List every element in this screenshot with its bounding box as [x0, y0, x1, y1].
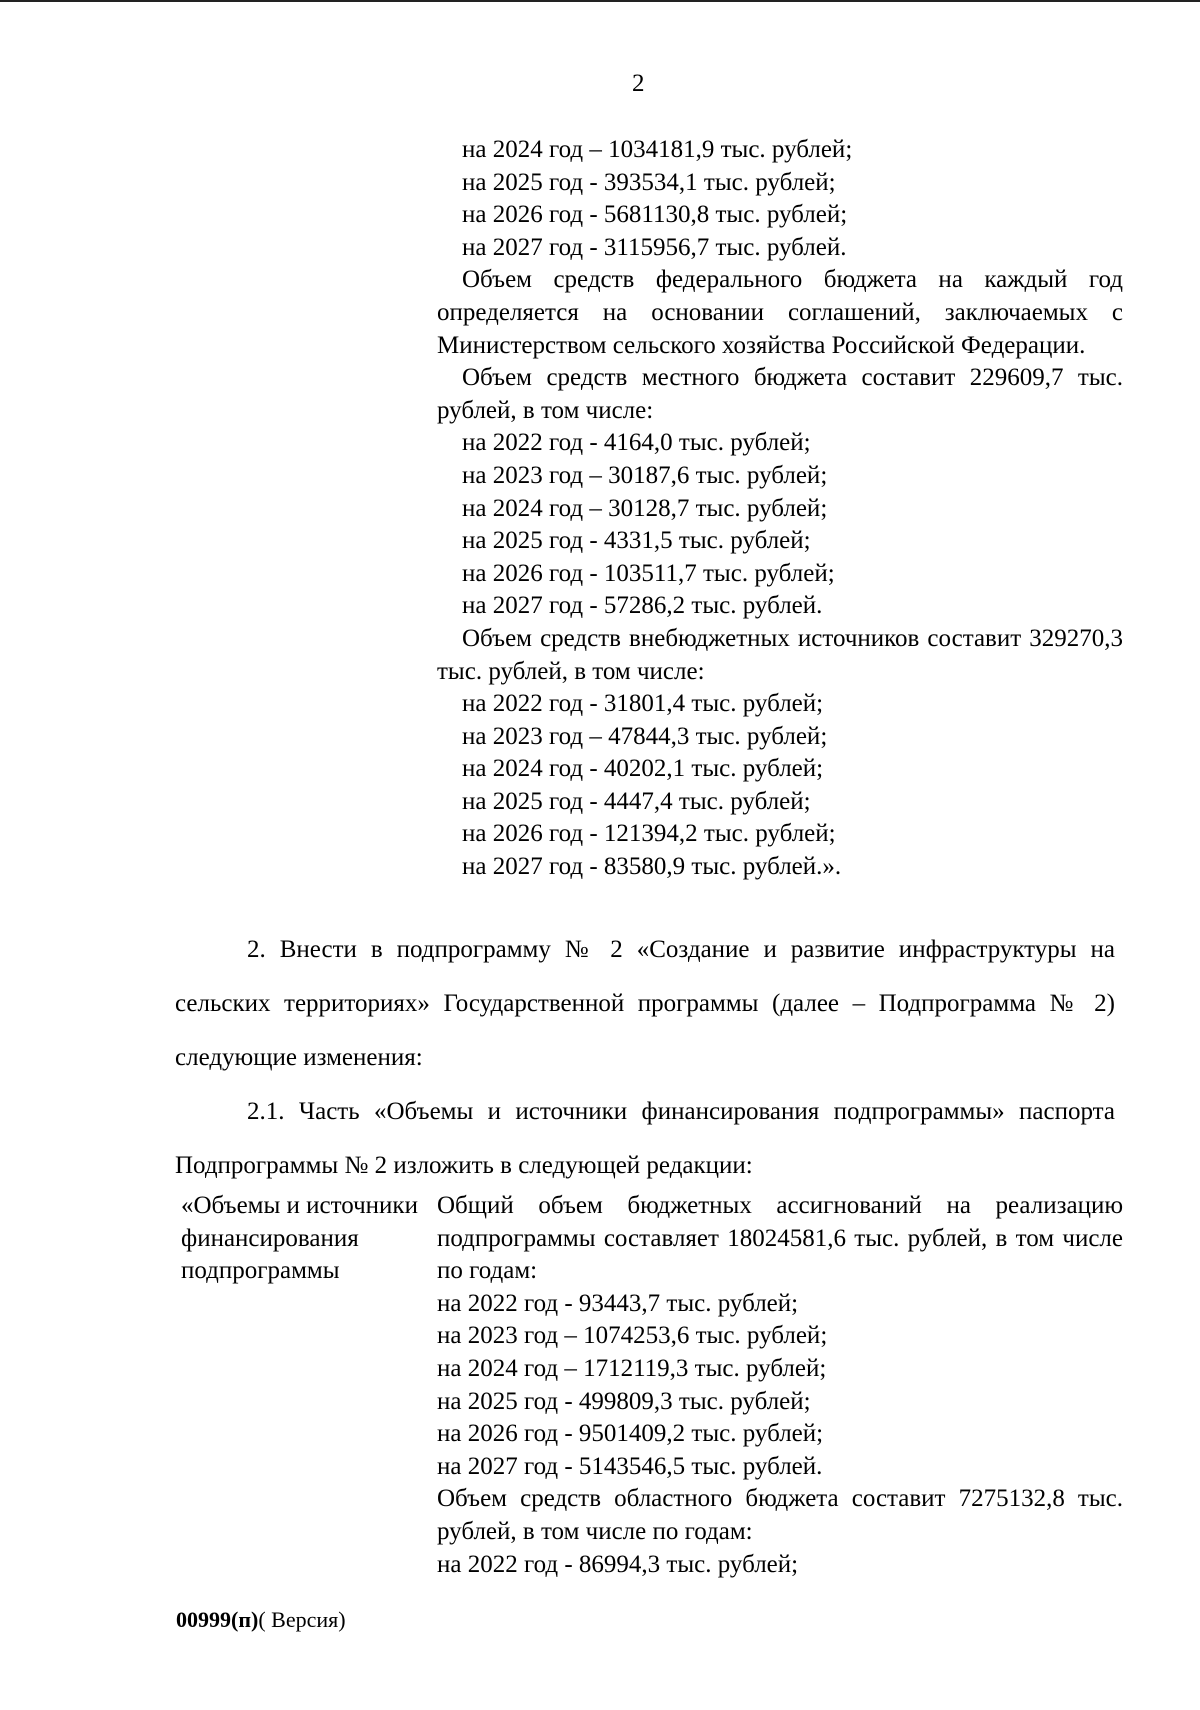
amendment-paragraph-2-1: 2.1. Часть «Объемы и источники финансирования подпрограммы» паспорта Подпрограммы № 2 изложить в следующей редакции:	[175, 1098, 1115, 1179]
passport-table-content	[437, 1190, 1123, 1581]
budget-line: на 2025 год - 4331,5 тыс. рублей;	[462, 527, 811, 555]
budget-line: на 2027 год - 57286,2 тыс. рублей.	[462, 592, 823, 620]
budget-line: на 2027 год - 3115956,7 тыс. рублей.	[462, 233, 847, 261]
local-budget-paragraph: Объем средств местного бюджета составит 229609,7 тыс. рублей, в том числе:	[437, 364, 1123, 424]
offbudget-paragraph: Объем средств внебюджетных источников составит 329270,3 тыс. рублей, в том числе:	[437, 624, 1123, 685]
continued-block	[437, 134, 1123, 884]
budget-line: на 2026 год - 9501409,2 тыс. рублей;	[437, 1420, 824, 1448]
body-text	[175, 923, 1115, 1193]
budget-line: на 2026 год - 121394,2 тыс. рублей;	[462, 820, 836, 848]
budget-line: на 2022 год - 4164,0 тыс. рублей;	[462, 429, 811, 457]
regional-budget-paragraph: Объем средств областного бюджета составит 7275132,8 тыс. рублей, в том числе по годам:	[437, 1485, 1123, 1545]
budget-line: на 2023 год – 30187,6 тыс. рублей;	[462, 461, 828, 489]
budget-line: на 2025 год - 393534,1 тыс. рублей;	[462, 168, 836, 196]
document-version: ( Версия)	[258, 1607, 346, 1632]
passport-table-label: «Объемы и источники финансирования подпрограммы	[181, 1192, 418, 1285]
total-allocation-paragraph: Общий объем бюджетных ассигнований на реализацию подпрограммы составляет 18024581,6 тыс. рублей, в том числе по годам:	[437, 1192, 1123, 1285]
budget-line: на 2027 год - 83580,9 тыс. рублей.».	[462, 853, 842, 881]
document-footer	[176, 1607, 346, 1633]
document-code: 00999(п)	[176, 1607, 259, 1632]
page-number: 2	[632, 70, 645, 97]
budget-line: на 2023 год – 1074253,6 тыс. рублей;	[437, 1322, 828, 1350]
budget-line: на 2024 год – 30128,7 тыс. рублей;	[462, 494, 828, 522]
budget-line: на 2025 год - 499809,3 тыс. рублей;	[437, 1387, 811, 1415]
amendment-paragraph-2: 2. Внести в подпрограмму № 2 «Создание и развитие инфраструктуры на сельских территориях» Государственной программы (далее – Подпрограмма № 2) следующие изменения:	[175, 936, 1115, 1071]
budget-line: на 2026 год - 5681130,8 тыс. рублей;	[462, 201, 848, 229]
federal-budget-paragraph: Объем средств федерального бюджета на каждый год определяется на основании соглашений, заключаемых с Министерством сельского хозяйства Российской Федерации.	[437, 266, 1123, 359]
budget-line: на 2024 год – 1712119,3 тыс. рублей;	[437, 1354, 827, 1382]
top-border-line	[0, 0, 1200, 2]
budget-line: на 2024 год - 40202,1 тыс. рублей;	[462, 755, 824, 783]
budget-line: на 2022 год - 93443,7 тыс. рублей;	[437, 1289, 799, 1317]
budget-line: на 2027 год - 5143546,5 тыс. рублей.	[437, 1452, 823, 1480]
budget-line: на 2022 год - 31801,4 тыс. рублей;	[462, 690, 824, 718]
budget-line: на 2024 год – 1034181,9 тыс. рублей;	[462, 136, 853, 163]
budget-line: на 2026 год - 103511,7 тыс. рублей;	[462, 559, 835, 587]
budget-line: на 2022 год - 86994,3 тыс. рублей;	[437, 1550, 799, 1578]
budget-line: на 2023 год – 47844,3 тыс. рублей;	[462, 722, 828, 750]
budget-line: на 2025 год - 4447,4 тыс. рублей;	[462, 787, 811, 815]
